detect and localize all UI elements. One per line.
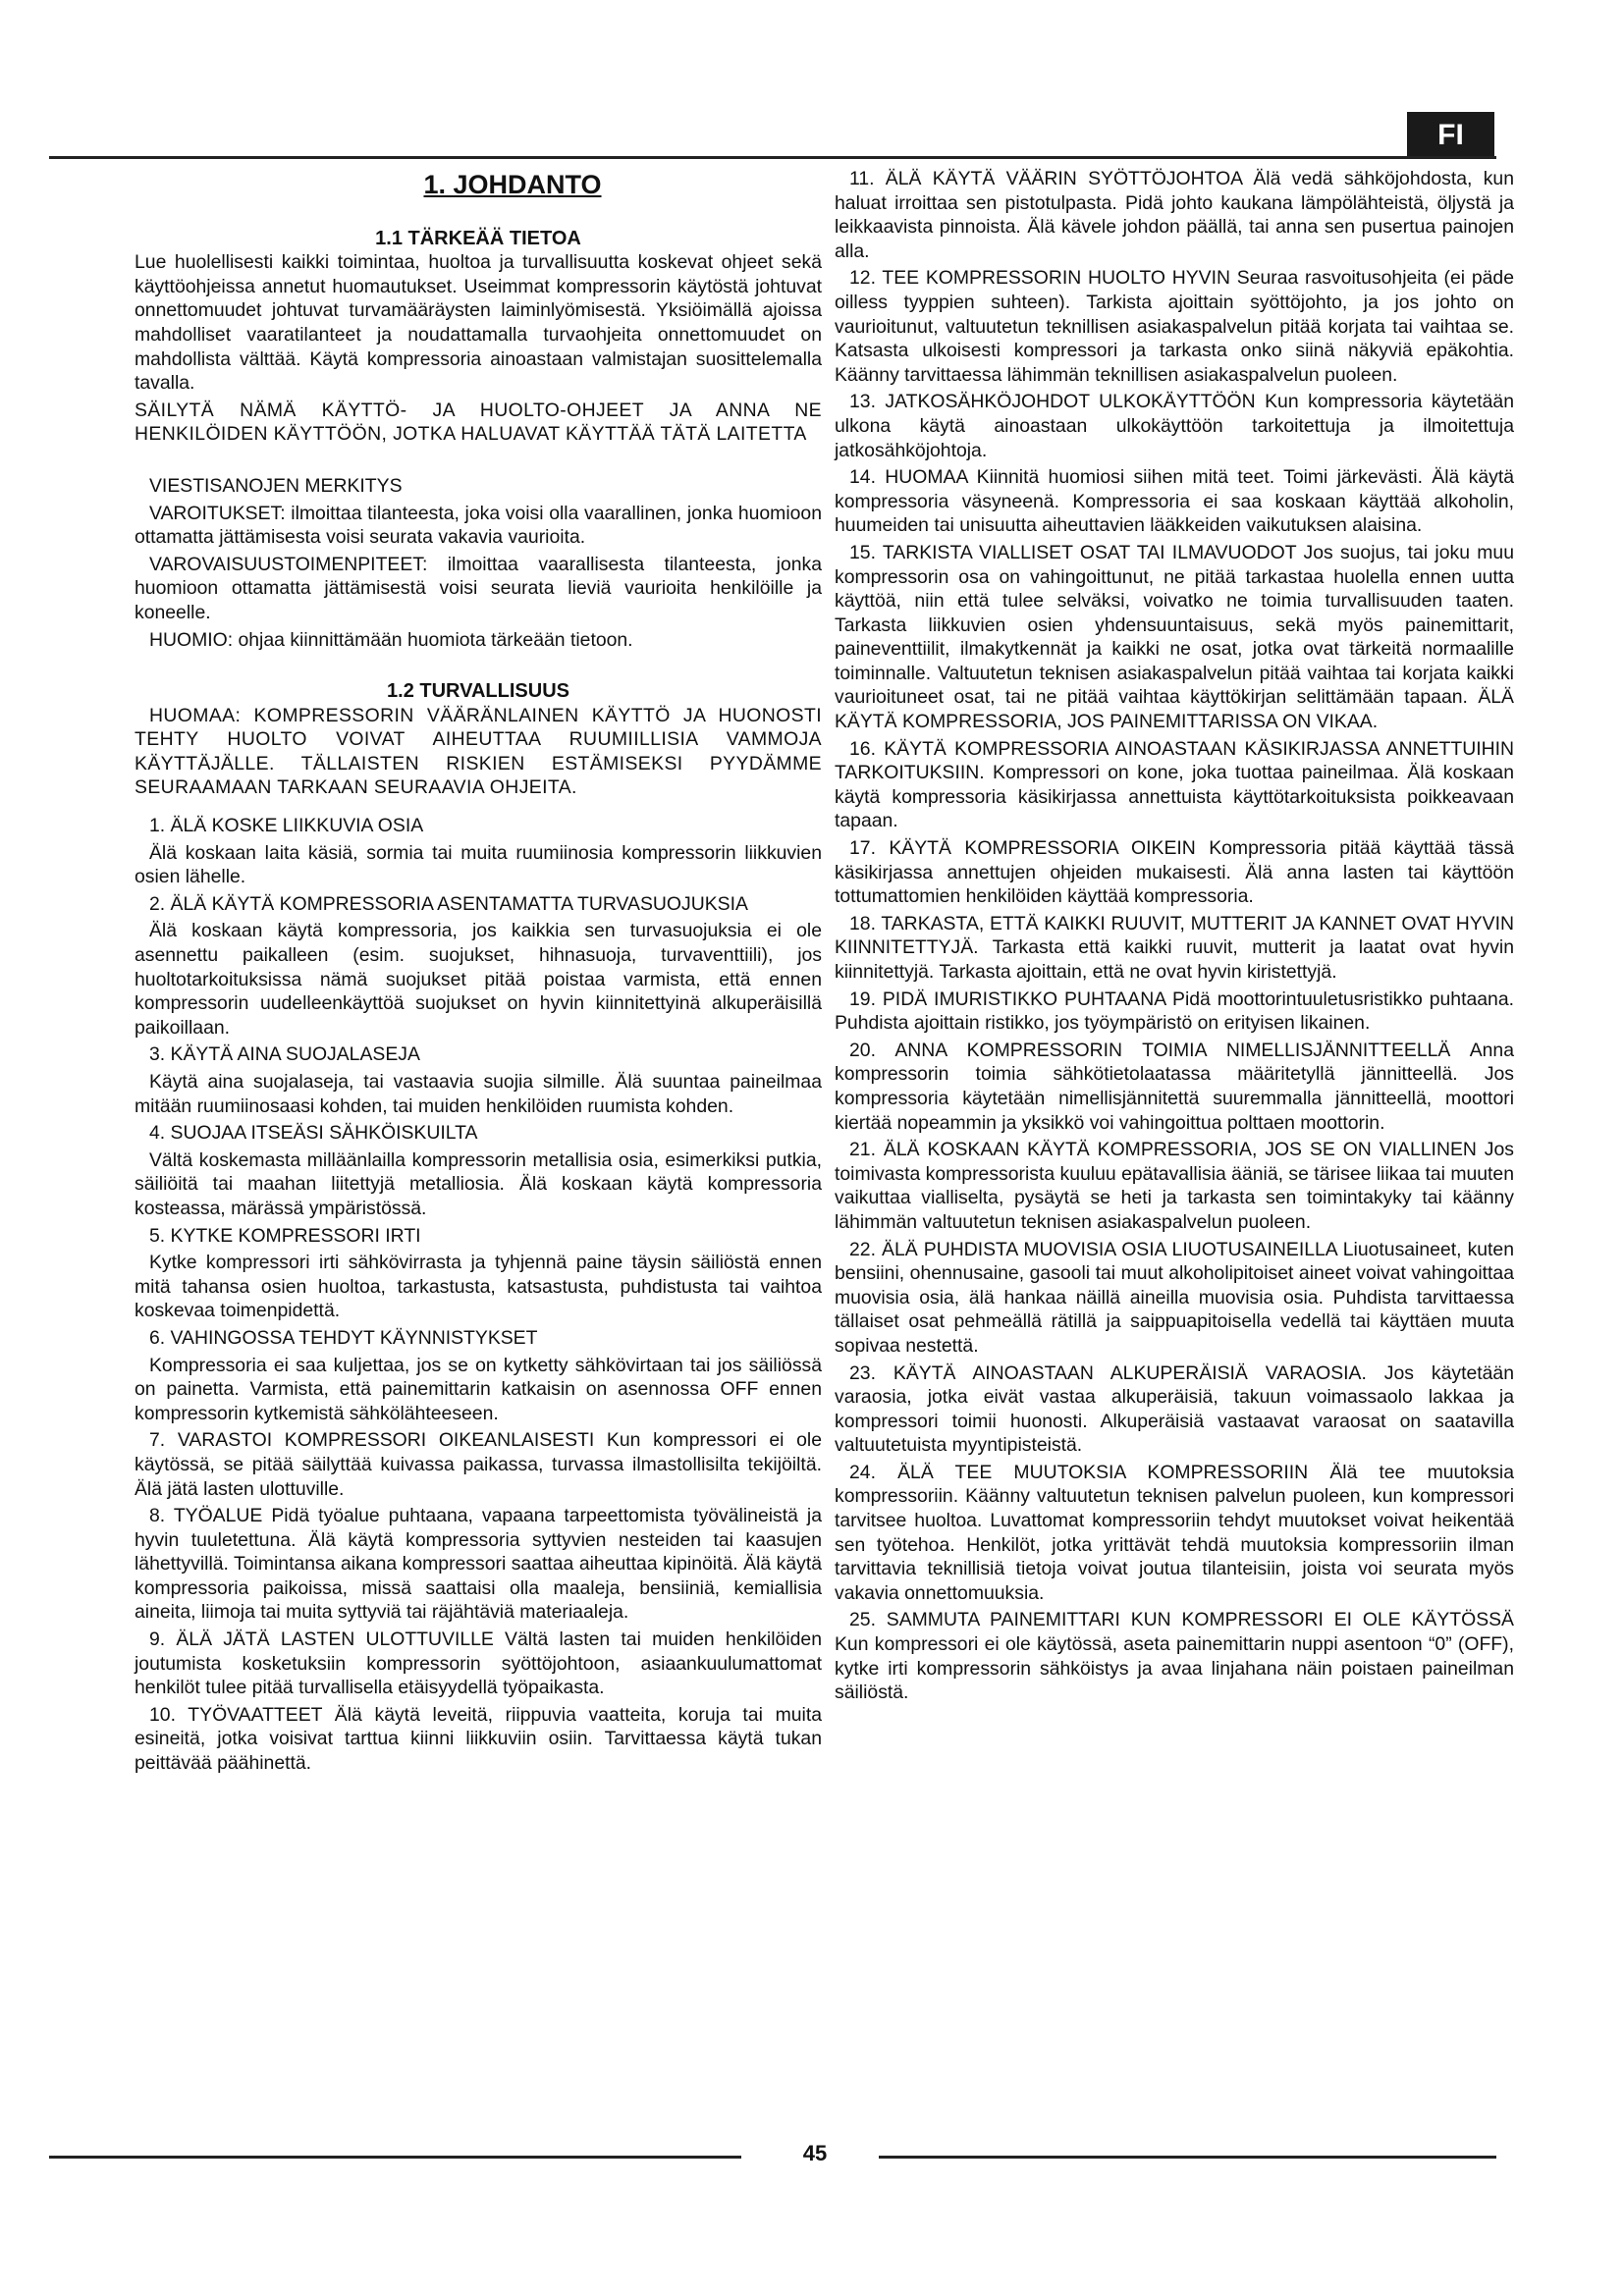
language-badge: FI [1407, 112, 1494, 158]
bottom-divider-left [49, 2156, 741, 2159]
safety-item-body: 10. TYÖVAATTEET Älä käytä leveitä, riippuvia vaatteita, koruja tai muita esineitä, jotka voisivat tarttua kiinni liikkuviin osiin. Tarvittaessa käytä tukan peittävää päähinettä. [135, 1703, 822, 1775]
safety-item-title: 5. KYTKE KOMPRESSORI IRTI [149, 1224, 421, 1247]
intro-paragraph: Lue huolellisesti kaikki toimintaa, huoltoa ja turvallisuutta koskevat ohjeet sekä käyttöohjeissa annetut huomautukset. Useimmat kompressorin käytöstä johtuvat onnettomuudet johtuvat turvamääräysten laiminlyömisestä. Yksiöimällä ajoissa mahdolliset vaaratilanteet ja noudattamalla turvaohjeita onnettomuudet on mahdollista välttää. Käytä kompressoria ainoastaan valmistajan suosittelemalla tavalla. [135, 251, 822, 395]
page-number: 45 [802, 2141, 828, 2165]
section-title: 1. JOHDANTO [423, 170, 602, 199]
safety-intro: HUOMAA: KOMPRESSORIN VÄÄRÄNLAINEN KÄYTTÖ JA HUONOSTI TEHTY HUOLTO VOIVAT AIHEUTTAA RUUMIILLISIA VAMMOJA KÄYTTÄJÄLLE. TÄLLAISTEN RISKIEN ESTÄMISEKSI PYYDÄMME SEURAAMAAN TARKAAN SEURAAVIA OHJEITA. [135, 704, 822, 799]
safety-item-body: Kompressoria ei saa kuljettaa, jos se on kytketty sähkövirtaan tai jos säiliössä on painetta. Varmista, että painemittarin katkaisin on asennossa OFF ennen kompressorin kytkemistä sähkölähteeseen. [135, 1354, 822, 1424]
safety-item: 23. KÄYTÄ AINOASTAAN ALKUPERÄISIÄ VARAOSIA. Jos käytetään varaosia, jotka eivät vastaa alkuperäisiä, takuun voimassaolo lakkaa ja kompressori toimii huonosti. Alkuperäisiä vastaavat varaosat on saatavilla valtuutetuista myyntipisteistä. [835, 1362, 1514, 1457]
safety-item-title: 3. KÄYTÄ AINA SUOJALASEJA [149, 1043, 420, 1066]
safety-item: 18. TARKASTA, ETTÄ KAIKKI RUUVIT, MUTTERIT JA KANNET OVAT HYVIN KIINNITETTYJÄ. Tarkasta että kaikki ruuvit, mutterit ja laatat ovat hyvin kiinnitettyjä. Tarkasta ajoittain, että ne ovat hyvin kiristettyjä. [835, 912, 1514, 983]
safety-item-body: 8. TYÖALUE Pidä työalue puhtaana, vapaana tarpeettomista työvälineistä ja hyvin tuuletettuna. Älä käytä kompressoria syttyvien nesteiden tai kaasujen lähettyvillä. Toimintansa aikana kompressori saattaa aiheuttaa kipinöitä. Älä käytä kompressoria paikoissa, missä saattaisi olla maaleja, bensiiniä, kemiallisia aineita, liimoja tai muita syttyviä tai räjähtäviä materiaaleja. [135, 1505, 822, 1624]
caution-definition: VAROVAISUUSTOIMENPITEET: ilmoittaa vaarallisesta tilanteesta, jonka huomioon ottamatta jättämisestä voisi seurata lieviä vaurioita henkilöille ja koneelle. [135, 553, 822, 623]
safety-item: 25. SAMMUTA PAINEMITTARI KUN KOMPRESSORI EI OLE KÄYTÖSSÄ Kun kompressori ei ole käytössä, aseta painemittarin nuppi asentoon “0” (OFF), kytke irti kompressorin sähköistys ja avaa linjahana näin poistaen paineilman säiliöstä. [835, 1609, 1514, 1704]
warning-definition: VAROITUKSET: ilmoittaa tilanteesta, joka voisi olla vaarallinen, jonka huomioon ottamatta jättämisesta voisi seurata vakavia vaurioita. [135, 502, 822, 549]
note-definition: HUOMIO: ohjaa kiinnittämään huomiota tärkeään tietoon. [149, 628, 633, 651]
safety-item-body: Vältä koskemasta milläänlailla kompressorin metallisia osia, esimerkiksi putkia, säiliöitä tai maahan liitettyjä metalliosia. Älä koskaan käytä kompressoria kosteassa, märässä ympäristössä. [135, 1148, 822, 1219]
safety-item-body: 9. ÄLÄ JÄTÄ LASTEN ULOTTUVILLE Vältä lasten tai muiden henkilöiden joutumista kosketuksiin kompressorin syöttöjohtoon, asiaankuulumattomat henkilöt tulee pitää turvallisella etäisyydellä työpaikasta. [135, 1629, 822, 1699]
safety-item-body: Älä koskaan käytä kompressoria, jos kaikkia sen turvasuojuksia ei ole asennettu paikalleen (esim. suojukset, hihnasuoja, turvaventtiili), jos huoltotarkoituksissa nämä suojukset pitää poistaa varmista, että ennen kompressorin uudelleenkäyttöä suojukset on hyvin kiinnitettyinä alkuperäisillä paikoillaan. [135, 920, 822, 1039]
top-divider [49, 156, 1496, 159]
safety-item: 22. ÄLÄ PUHDISTA MUOVISIA OSIA LIUOTUSAINEILLA Liuotusaineet, kuten bensiini, ohennusaine, gasooli tai muut alkoholipitoiset aineet voivat vahingoittaa muovisia osia, älä hankaa näillä aineilla muovisia osia. Puhdista tarvittaessa tällaiset osat pehmeällä rätillä ja saippuapitoisella vedellä tai käyttäen muuta sopivaa nestettä. [835, 1238, 1514, 1357]
safety-item: 21. ÄLÄ KOSKAAN KÄYTÄ KOMPRESSORIA, JOS SE ON VIALLINEN Jos toimivasta kompressorista kuuluu epätavallisia ääniä, se tärisee liikaa tai muuten vaikuttaa vialliselta, pysäytä se heti ja tarkasta sen toimintakyky tai käänny lähimmän valtuutetun teknisen asiakaspalvelun puoleen. [835, 1139, 1514, 1233]
keep-instructions-notice: SÄILYTÄ NÄMÄ KÄYTTÖ- JA HUOLTO-OHJEET JA ANNA NE HENKILÖIDEN KÄYTTÖÖN, JOTKA HALUAVAT KÄYTTÄÄ TÄTÄ LAITETTA [135, 399, 822, 446]
safety-item: 16. KÄYTÄ KOMPRESSORIA AINOASTAAN KÄSIKIRJASSA ANNETTUIHIN TARKOITUKSIIN. Kompressori on kone, joka tuottaa paineilmaa. Älä koskaan käytä kompressoria käsikirjassa annettuista käyttötarkoituksista poikkeavaan tapaan. [835, 737, 1514, 832]
subsection-title-important: 1.1 TÄRKEÄÄ TIETOA [375, 227, 581, 249]
safety-item: 24. ÄLÄ TEE MUUTOKSIA KOMPRESSORIIN Älä tee muutoksia kompressoriin. Käänny valtuutetun teknisen palvelun puoleen, kun kompressori tarvitsee huoltoa. Luvattomat kompressoriin tehdyt muutokset voivat heikentää sen työtehoa. Henkilöt, jotka yrittävät tehdä muutoksia kompressoriin ilman tarvittavia teknillisiä tietoja voivat joutua tilanteisiin, joista voi seurata myös vakavia onnettomuuksia. [835, 1461, 1514, 1604]
left-column [135, 167, 822, 1779]
safety-item-title: 1. ÄLÄ KOSKE LIIKKUVIA OSIA [149, 815, 424, 837]
subsection-title-safety: 1.2 TURVALLISUUS [387, 680, 569, 703]
safety-item: 20. ANNA KOMPRESSORIN TOIMIA NIMELLISJÄNNITTEELLÄ Anna kompressorin toimia sähkötietolaatassa määritetyllä jännitteellä. Jos kompressoria käytetään nimellisjännitettä suuremmalla jännitteellä, moottori kiertää nopeammin ja yksikkö voi vahingoittua polttaen moottorin. [835, 1039, 1514, 1134]
safety-item: 15. TARKISTA VIALLISET OSAT TAI ILMAVUODOT Jos suojus, tai joku muu kompressorin osa on vahingoittunut, ne pitää tarkastaa huolella ennen uutta käyttöä, niin että tulee selväksi, voivatko ne toimia turvallisuuden taaten. Tarkasta liikkuvien osien yhdensuuntaisuus, sekä myös painemittarit, paineventtiilit, ilmakytkennät ja kaikki ne osat, jotka ovat tärkeitä normaalille toiminnalle. Valtuutetun teknisen asiakaspalvelun pitää vaihtaa tai korjata kaikki vaurioituneet osat, tai ne pitää vaihtaa käyttökirjan selittämään tapaan. ÄLÄ KÄYTÄ KOMPRESSORIA, JOS PAINEMITTARISSA ON VIKAA. [835, 541, 1514, 733]
safety-item-title: 6. VAHINGOSSA TEHDYT KÄYNNISTYKSET [149, 1326, 538, 1349]
safety-item-body: Kytke kompressori irti sähkövirrasta ja tyhjennä paine täysin säiliöstä ennen mitä tahansa osien huoltoa, tarkastusta, katsastusta, puhdistusta tai vaihtoa koskevaa toimenpidettä. [135, 1252, 822, 1322]
safety-item: 14. HUOMAA Kiinnitä huomiosi siihen mitä teet. Toimi järkevästi. Älä käytä kompressoria väsyneenä. Kompressoria ei saa koskaan käyttää alkoholin, huumeiden tai unisuutta aiheuttavien lääkkeiden vaikutuksen alaisina. [835, 466, 1514, 537]
safety-item: 13. JATKOSÄHKÖJOHDOT ULKOKÄYTTÖÖN Kun kompressoria käytetään ulkona käytä ainoastaan ulkokäyttöön tarkoitettuja ja ilmoitettuja jatkosähköjohtoja. [835, 391, 1514, 461]
signal-words-title: VIESTISANOJEN MERKITYS [149, 474, 403, 497]
safety-item: 11. ÄLÄ KÄYTÄ VÄÄRIN SYÖTTÖJOHTOA Älä vedä sähköjohdosta, kun haluat irroittaa sen pistotulpasta. Pidä johto kaukana lämpölähteistä, öljystä ja leikkaavista pinnoista. Älä kävele johdon päällä, tai anna sen pusertua painojen alla. [835, 168, 1514, 262]
right-column [835, 167, 1514, 1708]
safety-item-body: Älä koskaan laita käsiä, sormia tai muita ruumiinosia kompressorin liikkuvien osien lähelle. [135, 841, 822, 888]
safety-item-body: Käytä aina suojalaseja, tai vastaavia suojia silmille. Älä suuntaa paineilmaa mitään ruumiinosaasi kohden, tai muiden henkilöiden ruumista kohden. [135, 1071, 822, 1117]
bottom-divider-right [879, 2156, 1496, 2159]
safety-item-title: 4. SUOJAA ITSEÄSI SÄHKÖISKUILTA [149, 1122, 478, 1145]
safety-item: 19. PIDÄ IMURISTIKKO PUHTAANA Pidä moottorintuuletusristikko puhtaana. Puhdista ajoittain ristikko, jos työympäristö on erityisen likainen. [835, 988, 1514, 1035]
safety-item-title: 2. ÄLÄ KÄYTÄ KOMPRESSORIA ASENTAMATTA TURVASUOJUKSIA [149, 892, 748, 915]
safety-item-body: 7. VARASTOI KOMPRESSORI OIKEANLAISESTI Kun kompressori ei ole käytössä, se pitää säilyttää kuivassa paikassa, turvassa ilmastollisilta tekijöiltä. Älä jätä lasten ulottuville. [135, 1429, 822, 1500]
safety-item: 12. TEE KOMPRESSORIN HUOLTO HYVIN Seuraa rasvoitusohjeita (ei päde oilless tyyppien suhteen). Tarkista ajoittain syöttöjohto, ja jos johto on vaurioitunut, valtuutetun teknillisen asiakaspalvelun pitää korjata tai vaihtaa se. Katsasta ulkoisesti kompressori ja tarkasta onko siinä näkyviä epäkohtia. Käänny tarvittaessa lähimmän teknillisen asiakaspalvelun puoleen. [835, 267, 1514, 386]
safety-item: 17. KÄYTÄ KOMPRESSORIA OIKEIN Kompressoria pitää käyttää tässä käsikirjassa annettujen ohjeiden mukaisesti. Älä anna lasten tai käyttöön tottumattomien henkilöiden käyttää kompressoria. [835, 837, 1514, 908]
